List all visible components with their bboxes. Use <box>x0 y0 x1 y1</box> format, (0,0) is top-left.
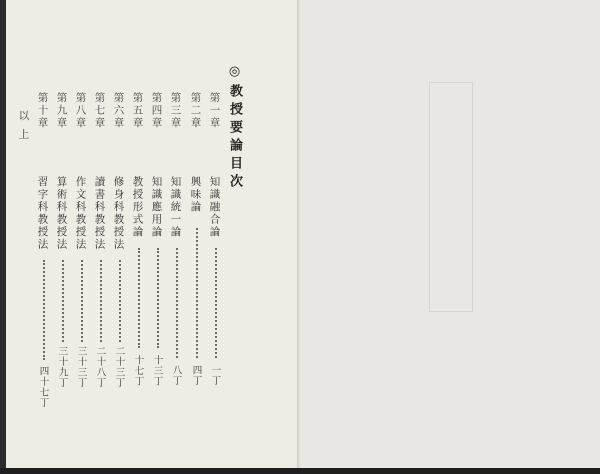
dot-leader <box>196 228 198 358</box>
scan-edge-bottom <box>0 468 600 474</box>
page-number: 十三丁 <box>151 355 163 387</box>
page-number: 一丁 <box>209 365 221 386</box>
dot-leader <box>157 248 159 348</box>
dot-leader <box>215 248 217 358</box>
chapter-topic: 習字科教授法 <box>36 176 49 251</box>
chapter-label: 第七章 <box>93 92 106 130</box>
chapter-label: 第二章 <box>189 92 202 130</box>
page-number: 二十三丁 <box>113 346 125 388</box>
page-number: 十七丁 <box>132 355 144 387</box>
page-number: 四丁 <box>190 365 202 386</box>
page-number: 八丁 <box>170 365 182 386</box>
toc-title: ◎教授要論目次 <box>227 64 242 192</box>
page-number: 三十九丁 <box>56 346 68 388</box>
chapter-label: 第六章 <box>112 92 125 130</box>
chapter-label: 第八章 <box>74 92 87 130</box>
chapter-topic: 教授形式論 <box>131 176 144 239</box>
dot-leader <box>138 248 140 348</box>
page-number: 四十七丁 <box>37 366 49 408</box>
chapter-topic: 算術科教授法 <box>55 176 68 251</box>
chapter-topic: 修身科教授法 <box>112 176 125 251</box>
chapter-topic: 興味論 <box>189 176 202 214</box>
dot-leader <box>81 260 83 342</box>
chapter-topic: 作文科教授法 <box>74 176 87 251</box>
page-number: 二十八丁 <box>94 346 106 388</box>
scan-edge <box>0 0 6 474</box>
chapter-label: 第三章 <box>169 92 182 130</box>
chapter-label: 第一章 <box>208 92 221 130</box>
dot-leader <box>43 260 45 360</box>
chapter-label: 第十章 <box>36 92 49 130</box>
chapter-topic: 知識應用論 <box>150 176 163 239</box>
dot-leader <box>176 248 178 358</box>
dot-leader <box>100 260 102 342</box>
page-number: 三十三丁 <box>75 346 87 388</box>
chapter-label: 第五章 <box>131 92 144 130</box>
end-mark: 以上 <box>17 110 30 147</box>
chapter-topic: 知識統一論 <box>169 176 182 239</box>
dot-leader <box>62 260 64 342</box>
bleed-through-frame <box>429 82 473 312</box>
chapter-topic: 知識融合論 <box>208 176 221 239</box>
chapter-label: 第九章 <box>55 92 68 130</box>
chapter-topic: 讀書科教授法 <box>93 176 106 251</box>
dot-leader <box>119 260 121 342</box>
chapter-label: 第四章 <box>150 92 163 130</box>
